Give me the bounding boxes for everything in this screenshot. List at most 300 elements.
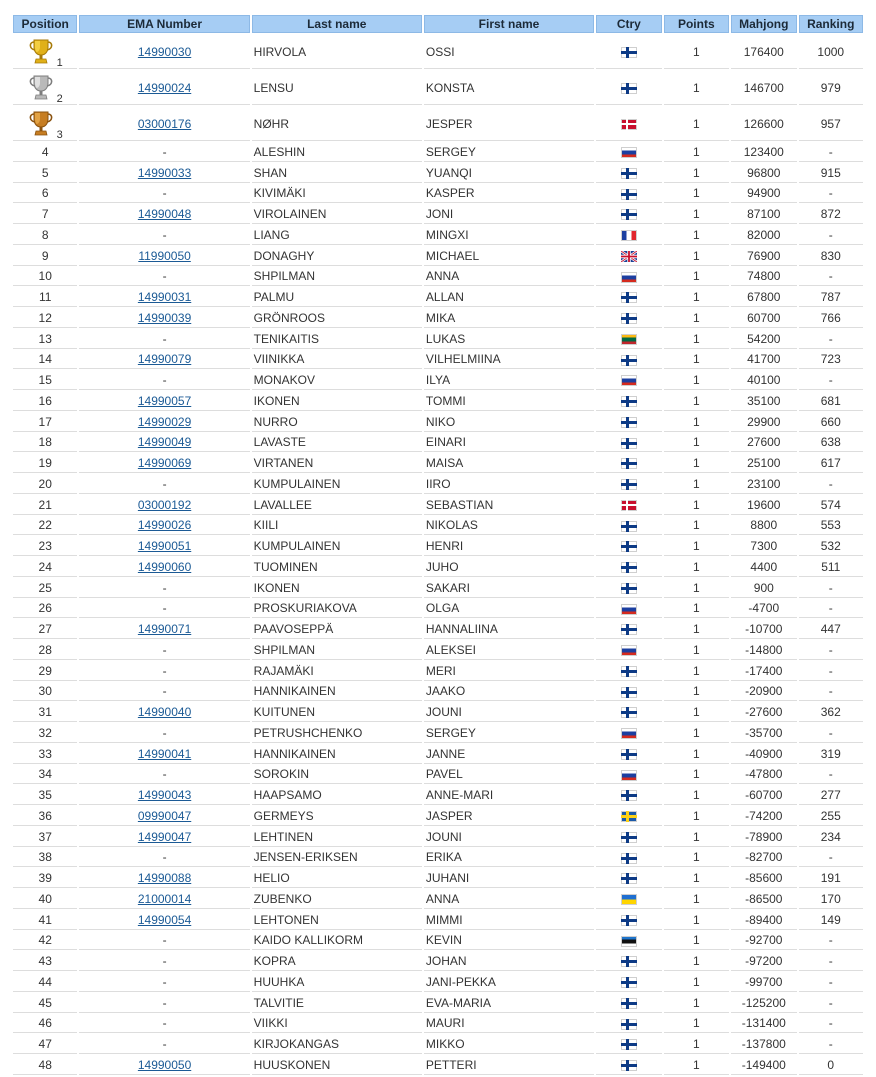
ranking-cell: - (799, 994, 863, 1013)
flag-ru-icon (621, 272, 637, 283)
ema-number-cell: - (79, 1035, 249, 1054)
ema-number-cell (79, 309, 249, 328)
last-name-cell: PAAVOSEPPÄ (252, 620, 422, 639)
country-cell (596, 807, 661, 826)
points-cell: 1 (664, 683, 729, 702)
first-name-cell: ALLAN (424, 288, 594, 307)
mahjong-cell: 25100 (731, 454, 796, 473)
position-cell: 14 (13, 351, 77, 370)
first-name-cell: IIRO (424, 475, 594, 494)
mahjong-cell: -47800 (731, 766, 796, 785)
table-row (13, 107, 863, 141)
points-cell: 1 (664, 932, 729, 951)
ema-number-cell: - (79, 662, 249, 681)
ema-number-cell: - (79, 185, 249, 204)
ranking-cell: 957 (799, 107, 863, 141)
ema-number-cell (79, 288, 249, 307)
flag-fi-icon (621, 189, 637, 200)
table-row (13, 869, 863, 888)
mahjong-cell: -35700 (731, 724, 796, 743)
position-cell: 26 (13, 600, 77, 619)
position-cell: 18 (13, 434, 77, 453)
ranking-cell: - (799, 766, 863, 785)
table-row (13, 724, 863, 743)
points-cell: 1 (664, 107, 729, 141)
ranking-cell: 574 (799, 496, 863, 515)
flag-fi-icon (621, 396, 637, 407)
mahjong-cell: 23100 (731, 475, 796, 494)
table-row (13, 205, 863, 224)
ranking-cell: 830 (799, 247, 863, 266)
ranking-cell: 191 (799, 869, 863, 888)
table-row (13, 579, 863, 598)
points-cell: 1 (664, 786, 729, 805)
country-cell (596, 641, 661, 660)
points-cell: 1 (664, 496, 729, 515)
country-cell (596, 890, 661, 909)
points-cell: 1 (664, 828, 729, 847)
mahjong-cell: -74200 (731, 807, 796, 826)
ema-number-link[interactable]: 14990031 (137, 290, 192, 305)
position-cell (13, 71, 77, 105)
points-cell: 1 (664, 994, 729, 1013)
first-name-cell: EVA-MARIA (424, 994, 594, 1013)
table-row (13, 164, 863, 183)
table-row (13, 849, 863, 868)
ema-number-cell (79, 620, 249, 639)
ranking-cell: - (799, 849, 863, 868)
ema-number-link[interactable]: 14990069 (137, 456, 192, 471)
ema-number-link[interactable]: 14990029 (137, 414, 192, 429)
points-cell: 1 (664, 620, 729, 639)
points-cell: 1 (664, 309, 729, 328)
first-name-cell: HENRI (424, 537, 594, 556)
ema-number-cell: - (79, 268, 249, 287)
position-cell: 42 (13, 932, 77, 951)
ema-number-link[interactable]: 14990049 (137, 435, 192, 450)
ema-number-link[interactable]: 14990033 (137, 165, 192, 180)
ema-number-cell (79, 247, 249, 266)
country-cell (596, 35, 661, 69)
first-name-cell: PETTERI (424, 1056, 594, 1075)
position-cell: 16 (13, 392, 77, 411)
points-cell: 1 (664, 641, 729, 660)
last-name-cell: SHPILMAN (252, 641, 422, 660)
ema-number-cell (79, 107, 249, 141)
points-cell: 1 (664, 205, 729, 224)
ema-number-link[interactable]: 14990048 (137, 207, 192, 222)
country-cell (596, 724, 661, 743)
mahjong-cell: 87100 (731, 205, 796, 224)
flag-fi-icon (621, 209, 637, 220)
ranking-cell: 319 (799, 745, 863, 764)
first-name-cell: KONSTA (424, 71, 594, 105)
country-cell (596, 973, 661, 992)
table-row (13, 475, 863, 494)
table-row (13, 454, 863, 473)
table-row (13, 371, 863, 390)
position-cell: 22 (13, 517, 77, 536)
table-row (13, 247, 863, 266)
flag-fi-icon (621, 915, 637, 926)
country-cell (596, 475, 661, 494)
flag-gb-icon (621, 251, 637, 262)
mahjong-cell: -99700 (731, 973, 796, 992)
col-header-position[interactable]: Position (13, 15, 77, 33)
flag-fi-icon (621, 583, 637, 594)
ranking-table (11, 13, 865, 1077)
points-cell: 1 (664, 71, 729, 105)
ranking-cell: - (799, 932, 863, 951)
mahjong-cell: 67800 (731, 288, 796, 307)
points-cell: 1 (664, 558, 729, 577)
points-cell: 1 (664, 662, 729, 681)
ranking-cell: 787 (799, 288, 863, 307)
first-name-cell: MINGXI (424, 226, 594, 245)
last-name-cell: HAAPSAMO (252, 786, 422, 805)
table-row (13, 952, 863, 971)
last-name-cell: PROSKURIAKOVA (252, 600, 422, 619)
ranking-cell: 660 (799, 413, 863, 432)
ranking-cell: 277 (799, 786, 863, 805)
table-row (13, 1035, 863, 1054)
mahjong-cell: 54200 (731, 330, 796, 349)
ema-number-cell (79, 496, 249, 515)
flag-ru-icon (621, 604, 637, 615)
first-name-cell: TOMMI (424, 392, 594, 411)
ema-number-cell: - (79, 683, 249, 702)
mahjong-cell: -89400 (731, 911, 796, 930)
ema-number-link[interactable]: 14990041 (137, 746, 192, 761)
position-cell: 23 (13, 537, 77, 556)
ema-number-link[interactable]: 14990050 (137, 1057, 192, 1072)
position-cell: 27 (13, 620, 77, 639)
country-cell (596, 558, 661, 577)
points-cell: 1 (664, 454, 729, 473)
country-cell (596, 392, 661, 411)
ema-number-cell: - (79, 330, 249, 349)
table-row (13, 786, 863, 805)
mahjong-cell: -40900 (731, 745, 796, 764)
mahjong-cell: 8800 (731, 517, 796, 536)
flag-ru-icon (621, 147, 637, 158)
flag-fi-icon (621, 790, 637, 801)
col-header-last-name[interactable]: Last name (252, 15, 422, 33)
ranking-cell: 681 (799, 392, 863, 411)
first-name-cell: VILHELMIINA (424, 351, 594, 370)
mahjong-cell: -27600 (731, 703, 796, 722)
last-name-cell: ALESHIN (252, 143, 422, 162)
position-cell: 9 (13, 247, 77, 266)
points-cell: 1 (664, 268, 729, 287)
table-row (13, 766, 863, 785)
ema-number-link[interactable]: 03000176 (137, 116, 192, 131)
flag-ru-icon (621, 375, 637, 386)
points-cell: 1 (664, 371, 729, 390)
country-cell (596, 164, 661, 183)
ranking-cell: 553 (799, 517, 863, 536)
flag-fi-icon (621, 168, 637, 179)
ema-number-cell (79, 434, 249, 453)
ema-number-link[interactable]: 03000192 (137, 497, 192, 512)
country-cell (596, 620, 661, 639)
mahjong-cell: 126600 (731, 107, 796, 141)
flag-ru-icon (621, 770, 637, 781)
mahjong-cell: 94900 (731, 185, 796, 204)
col-header-points[interactable]: Points (664, 15, 729, 33)
flag-fi-icon (621, 458, 637, 469)
points-cell: 1 (664, 392, 729, 411)
points-cell: 1 (664, 952, 729, 971)
country-cell (596, 247, 661, 266)
ema-number-cell: - (79, 973, 249, 992)
mahjong-cell: 4400 (731, 558, 796, 577)
table-row (13, 911, 863, 930)
last-name-cell: TUOMINEN (252, 558, 422, 577)
table-row (13, 973, 863, 992)
last-name-cell: HELIO (252, 869, 422, 888)
ranking-cell: 915 (799, 164, 863, 183)
col-header-ranking[interactable]: Ranking (799, 15, 863, 33)
country-cell (596, 71, 661, 105)
ema-number-cell: - (79, 579, 249, 598)
first-name-cell: ANNA (424, 268, 594, 287)
flag-dk-icon (621, 119, 637, 130)
last-name-cell: PETRUSHCHENKO (252, 724, 422, 743)
gold-trophy-icon (28, 38, 54, 66)
country-cell (596, 371, 661, 390)
position-cell: 47 (13, 1035, 77, 1054)
points-cell: 1 (664, 869, 729, 888)
last-name-cell: KIVIMÄKI (252, 185, 422, 204)
points-cell: 1 (664, 745, 729, 764)
table-row (13, 330, 863, 349)
ema-number-link[interactable]: 14990043 (137, 788, 192, 803)
flag-fi-icon (621, 541, 637, 552)
ranking-cell: - (799, 973, 863, 992)
position-cell: 15 (13, 371, 77, 390)
ema-number-cell: - (79, 143, 249, 162)
ema-number-link[interactable]: 14990088 (137, 871, 192, 886)
first-name-cell: NIKOLAS (424, 517, 594, 536)
col-header-mahjong[interactable]: Mahjong (731, 15, 796, 33)
country-cell (596, 496, 661, 515)
mahjong-cell: 146700 (731, 71, 796, 105)
points-cell: 1 (664, 579, 729, 598)
points-cell: 1 (664, 288, 729, 307)
last-name-cell: GERMEYS (252, 807, 422, 826)
ranking-cell: 170 (799, 890, 863, 909)
last-name-cell: HUUHKA (252, 973, 422, 992)
mahjong-cell: -131400 (731, 1015, 796, 1034)
mahjong-cell: -92700 (731, 932, 796, 951)
position-cell: 45 (13, 994, 77, 1013)
country-cell (596, 994, 661, 1013)
first-name-cell: JANNE (424, 745, 594, 764)
ranking-cell: - (799, 330, 863, 349)
ema-number-cell: - (79, 932, 249, 951)
table-row (13, 703, 863, 722)
first-name-cell: OLGA (424, 600, 594, 619)
flag-fi-icon (621, 998, 637, 1009)
position-cell: 30 (13, 683, 77, 702)
position-cell: 32 (13, 724, 77, 743)
country-cell (596, 309, 661, 328)
country-cell (596, 185, 661, 204)
ranking-cell: 234 (799, 828, 863, 847)
first-name-cell: MERI (424, 662, 594, 681)
ema-number-link[interactable]: 14990024 (137, 80, 192, 95)
table-row (13, 434, 863, 453)
ema-number-cell: - (79, 994, 249, 1013)
points-cell: 1 (664, 703, 729, 722)
first-name-cell: ANNA (424, 890, 594, 909)
ema-number-link[interactable]: 14990060 (137, 559, 192, 574)
country-cell (596, 745, 661, 764)
flag-fi-icon (621, 1019, 637, 1030)
ranking-table-body (13, 35, 863, 1075)
last-name-cell: DONAGHY (252, 247, 422, 266)
country-cell (596, 351, 661, 370)
last-name-cell: VIROLAINEN (252, 205, 422, 224)
mahjong-cell: 41700 (731, 351, 796, 370)
ema-number-link[interactable]: 14990039 (137, 310, 192, 325)
ranking-cell: 723 (799, 351, 863, 370)
country-cell (596, 703, 661, 722)
col-header-ema-number[interactable]: EMA Number (79, 15, 249, 33)
ranking-cell: 872 (799, 205, 863, 224)
flag-fi-icon (621, 624, 637, 635)
ranking-cell: - (799, 579, 863, 598)
ema-number-link[interactable]: 14990054 (137, 912, 192, 927)
ema-number-link[interactable]: 11990050 (138, 248, 191, 263)
country-cell (596, 226, 661, 245)
mahjong-cell: 35100 (731, 392, 796, 411)
position-cell: 12 (13, 309, 77, 328)
first-name-cell: JOHAN (424, 952, 594, 971)
position-cell: 44 (13, 973, 77, 992)
ema-number-cell (79, 828, 249, 847)
ranking-cell: - (799, 185, 863, 204)
flag-ru-icon (621, 645, 637, 656)
ema-number-link[interactable]: 14990026 (137, 518, 192, 533)
bronze-trophy-icon (28, 110, 54, 138)
ema-number-cell: - (79, 641, 249, 660)
position-cell: 28 (13, 641, 77, 660)
first-name-cell: OSSI (424, 35, 594, 69)
col-header-country[interactable]: Ctry (596, 15, 661, 33)
first-name-cell: MAISA (424, 454, 594, 473)
flag-ru-icon (621, 728, 637, 739)
mahjong-cell: 176400 (731, 35, 796, 69)
position-cell: 21 (13, 496, 77, 515)
points-cell: 1 (664, 1035, 729, 1054)
mahjong-cell: -137800 (731, 1035, 796, 1054)
ema-number-link[interactable]: 14990057 (137, 393, 192, 408)
points-cell: 1 (664, 35, 729, 69)
last-name-cell: LAVALLEE (252, 496, 422, 515)
last-name-cell: VIINIKKA (252, 351, 422, 370)
flag-fi-icon (621, 355, 637, 366)
country-cell (596, 1015, 661, 1034)
mahjong-cell: 123400 (731, 143, 796, 162)
first-name-cell: ALEKSEI (424, 641, 594, 660)
ema-number-cell: - (79, 724, 249, 743)
first-name-cell: SEBASTIAN (424, 496, 594, 515)
mahjong-cell: 96800 (731, 164, 796, 183)
ema-number-link[interactable]: 14990079 (137, 352, 192, 367)
points-cell: 1 (664, 766, 729, 785)
points-cell: 1 (664, 724, 729, 743)
ranking-cell: - (799, 226, 863, 245)
col-header-first-name[interactable]: First name (424, 15, 594, 33)
last-name-cell: KUMPULAINEN (252, 537, 422, 556)
ema-number-link[interactable]: 14990051 (137, 539, 192, 554)
last-name-cell: HIRVOLA (252, 35, 422, 69)
ema-number-cell (79, 413, 249, 432)
ema-number-cell (79, 1056, 249, 1075)
country-cell (596, 517, 661, 536)
ema-number-link[interactable]: 14990047 (137, 829, 192, 844)
last-name-cell: KUITUNEN (252, 703, 422, 722)
first-name-cell: SAKARI (424, 579, 594, 598)
ranking-cell: 1000 (799, 35, 863, 69)
position-cell: 25 (13, 579, 77, 598)
ema-number-link[interactable]: 09990047 (137, 808, 192, 823)
ema-number-link[interactable]: 14990071 (137, 622, 192, 637)
ema-number-cell (79, 205, 249, 224)
mahjong-cell: -86500 (731, 890, 796, 909)
country-cell (596, 786, 661, 805)
table-row (13, 185, 863, 204)
ema-number-link[interactable]: 21000014 (137, 891, 192, 906)
last-name-cell: LEHTINEN (252, 828, 422, 847)
table-row (13, 641, 863, 660)
first-name-cell: NIKO (424, 413, 594, 432)
country-cell (596, 579, 661, 598)
ema-number-cell (79, 911, 249, 930)
mahjong-cell: -149400 (731, 1056, 796, 1075)
last-name-cell: IKONEN (252, 392, 422, 411)
mahjong-cell: 76900 (731, 247, 796, 266)
last-name-cell: HUUSKONEN (252, 1056, 422, 1075)
first-name-cell: EINARI (424, 434, 594, 453)
ema-number-link[interactable]: 14990030 (137, 44, 192, 59)
flag-fi-icon (621, 292, 637, 303)
points-cell: 1 (664, 807, 729, 826)
table-row (13, 932, 863, 951)
flag-ua-icon (621, 894, 637, 905)
country-cell (596, 205, 661, 224)
country-cell (596, 911, 661, 930)
first-name-cell: MIKKO (424, 1035, 594, 1054)
ranking-cell: 0 (799, 1056, 863, 1075)
last-name-cell: LIANG (252, 226, 422, 245)
mahjong-cell: -78900 (731, 828, 796, 847)
country-cell (596, 143, 661, 162)
position-cell (13, 107, 77, 141)
first-name-cell: ILYA (424, 371, 594, 390)
ema-number-cell: - (79, 475, 249, 494)
first-name-cell: LUKAS (424, 330, 594, 349)
ema-number-link[interactable]: 14990040 (137, 705, 192, 720)
ema-number-cell: - (79, 849, 249, 868)
points-cell: 1 (664, 973, 729, 992)
table-row (13, 71, 863, 105)
position-cell: 36 (13, 807, 77, 826)
ranking-cell: - (799, 952, 863, 971)
first-name-cell: JASPER (424, 807, 594, 826)
